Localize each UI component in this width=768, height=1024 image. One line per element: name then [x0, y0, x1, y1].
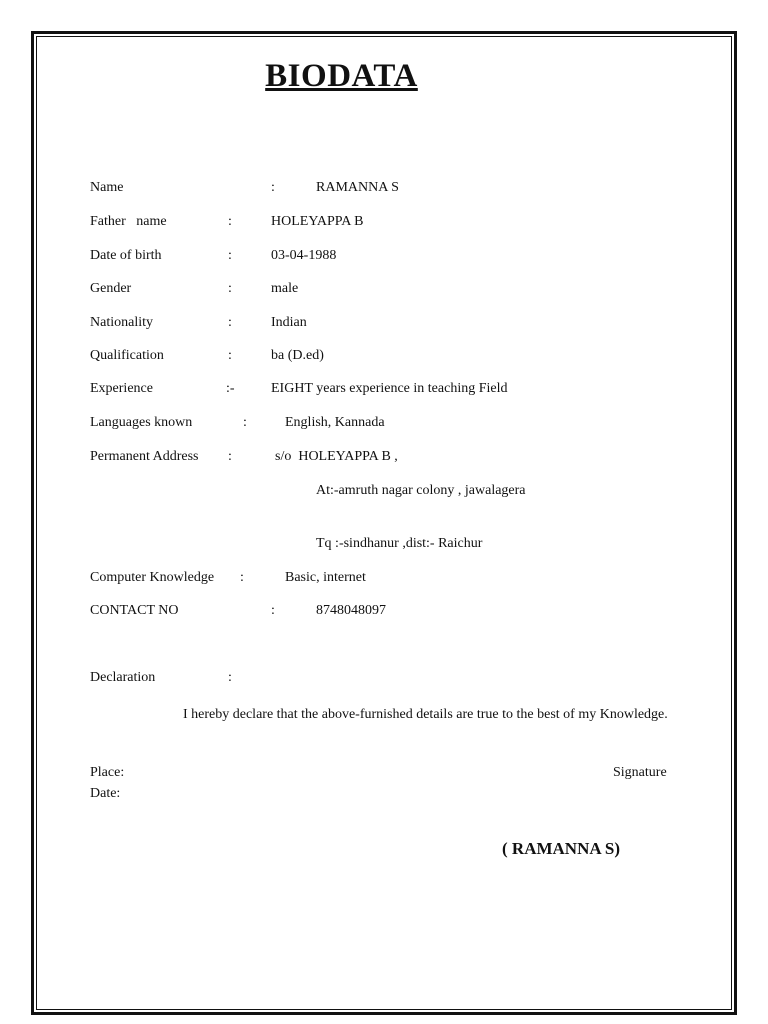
- field-address-line1: s/o HOLEYAPPA B ,: [275, 449, 398, 464]
- field-computer-colon: :: [240, 570, 244, 585]
- field-languages-colon: :: [243, 415, 247, 430]
- field-name-label: Name: [90, 180, 124, 195]
- field-qualification-label: Qualification: [90, 348, 164, 363]
- date-label: Date:: [90, 786, 121, 801]
- field-dob-label: Date of birth: [90, 248, 162, 263]
- field-address-label: Permanent Address: [90, 449, 199, 464]
- field-address-line2: At:-amruth nagar colony , jawalagera: [316, 483, 526, 498]
- field-gender-label: Gender: [90, 281, 132, 296]
- field-father-value: HOLEYAPPA B: [271, 214, 364, 229]
- field-gender-colon: :: [228, 281, 232, 296]
- field-computer-value: Basic, internet: [285, 570, 366, 585]
- field-nationality-colon: :: [228, 315, 232, 330]
- field-dob-colon: :: [228, 248, 232, 263]
- field-experience-colon: :-: [226, 381, 235, 396]
- field-experience-label: Experience: [90, 381, 153, 396]
- field-father-label: Father name: [90, 214, 167, 229]
- field-qualification-value: ba (D.ed): [271, 348, 324, 363]
- field-dob-value: 03-04-1988: [271, 248, 337, 263]
- place-label: Place:: [90, 765, 125, 780]
- field-computer-label: Computer Knowledge: [90, 570, 215, 585]
- field-address-line3: Tq :-sindhanur ,dist:- Raichur: [316, 536, 483, 551]
- field-contact-value: 8748048097: [316, 603, 386, 618]
- field-experience-value: EIGHT years experience in teaching Field: [271, 381, 508, 396]
- field-languages-value: English, Kannada: [285, 415, 385, 430]
- field-contact-colon: :: [271, 603, 275, 618]
- document-title: BIODATA: [265, 58, 418, 94]
- declaration-text: I hereby declare that the above-furnished details are true to the best of my Knowledge.: [183, 707, 668, 722]
- field-nationality-value: Indian: [271, 315, 307, 330]
- field-languages-label: Languages known: [90, 415, 193, 430]
- field-name-value: RAMANNA S: [316, 180, 399, 195]
- declaration-label: Declaration: [90, 670, 156, 685]
- signature-name: ( RAMANNA S): [502, 839, 621, 858]
- field-contact-label: CONTACT NO: [90, 603, 179, 618]
- field-address-colon: :: [228, 449, 232, 464]
- field-nationality-label: Nationality: [90, 315, 153, 330]
- field-qualification-colon: :: [228, 348, 232, 363]
- field-father-colon: :: [228, 214, 232, 229]
- signature-label: Signature: [613, 765, 667, 780]
- field-gender-value: male: [271, 281, 299, 296]
- declaration-colon: :: [228, 670, 232, 685]
- field-name-colon: :: [271, 180, 275, 195]
